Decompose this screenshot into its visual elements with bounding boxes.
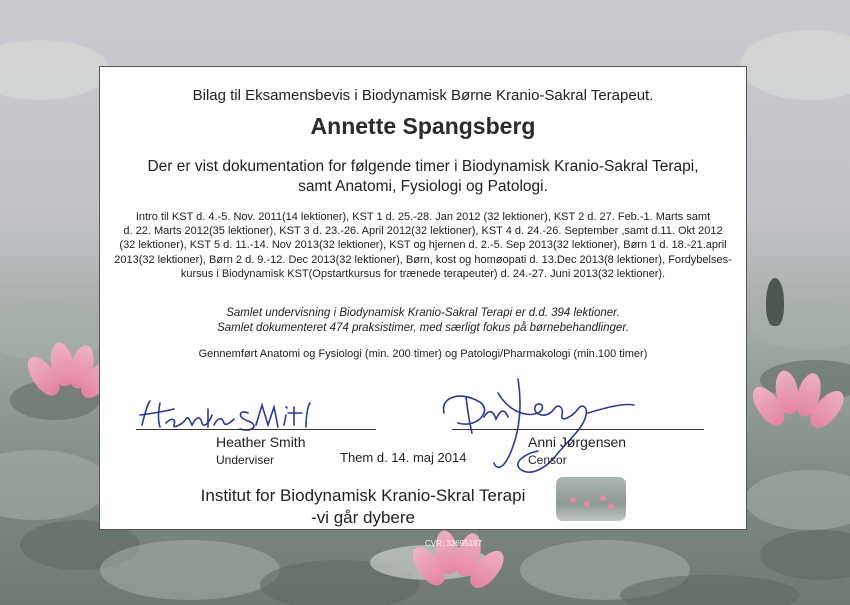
course-line: d. 22. Marts 2012(35 lektioner), KST 3 d. 23.-26. April 2012(32 lektioner), KST 4 d. 24.-26. September ,samt d.11. Okt 2012 [123,225,723,238]
institute-logo [556,477,626,521]
summary-line-2: Samlet dokumenteret 474 praksistimer, med særligt fokus på børnebehandlinger. [217,322,629,334]
course-line: Intro til KST d. 4.-5. Nov. 2011(14 lektioner), KST 1 d. 25.-28. Jan 2012 (32 lektioner), KST 2 d. 27. Feb.-1. Marts samt [135,211,711,223]
signature-line-right [452,429,704,430]
signer2-role: Censor [528,453,567,467]
certificate-title: Bilag til Eksamensbevis i Biodynamisk Børne Kranio-Sakral Terapeut. [192,87,654,104]
cvr-number: CVR: 33695187 [425,539,482,548]
course-line: kursus i Biodynamisk KST(Opstartkursus for trænede terapeuter) d. 24.-27. Juni 2013(32 lektioner). [180,267,666,280]
institute-name: Institut for Biodynamisk Kranio-Skral Terapi [200,486,526,505]
signer2-name: Anni Jørgensen [528,434,627,450]
intro-line-1: Der er vist dokumentation for følgende timer i Biodynamisk Kranio-Sakral Terapi, [147,158,699,175]
recipient-name: Annette Spangsberg [310,113,536,139]
institute-block [0,485,746,529]
institute-tagline: -vi går dybere [311,508,415,527]
course-line: (32 lektioner), KST 5 d. 11.-14. Nov 2013(32 lektioner), KST og hjernen d. 2.-5. Sep 2013(32 lektioner), Børn 1 d. 18.-21.april [119,239,727,252]
signer1-role: Underviser [216,453,275,467]
anatomy-statement: Gennemført Anatomi og Fysiologi (min. 200 timer) og Patologi/Pharmakologi (min.100 timer) [198,348,648,360]
course-line: 2013(32 lektioner), Børn 2 d. 9.-12. Dec 2013(32 lektioner), Børn, kost og homøopati d. 13.Dec 2013(8 lektioner), Fordybelses- [114,253,732,266]
course-list [100,210,746,281]
intro-line-2: samt Anatomi, Fysiologi og Patologi. [298,178,548,195]
intro-text [100,157,746,197]
certificate-sheet [99,66,747,530]
place-and-date: Them d. 14. maj 2014 [340,450,467,465]
lotus-bud-icon [766,278,784,326]
summary-text [100,306,746,336]
summary-line-1: Samlet undervisning i Biodynamisk Kranio-Sakral Terapi er d.d. 394 lektioner. [226,307,620,319]
signature-line-left [136,429,376,430]
signer1-name: Heather Smith [216,434,306,450]
